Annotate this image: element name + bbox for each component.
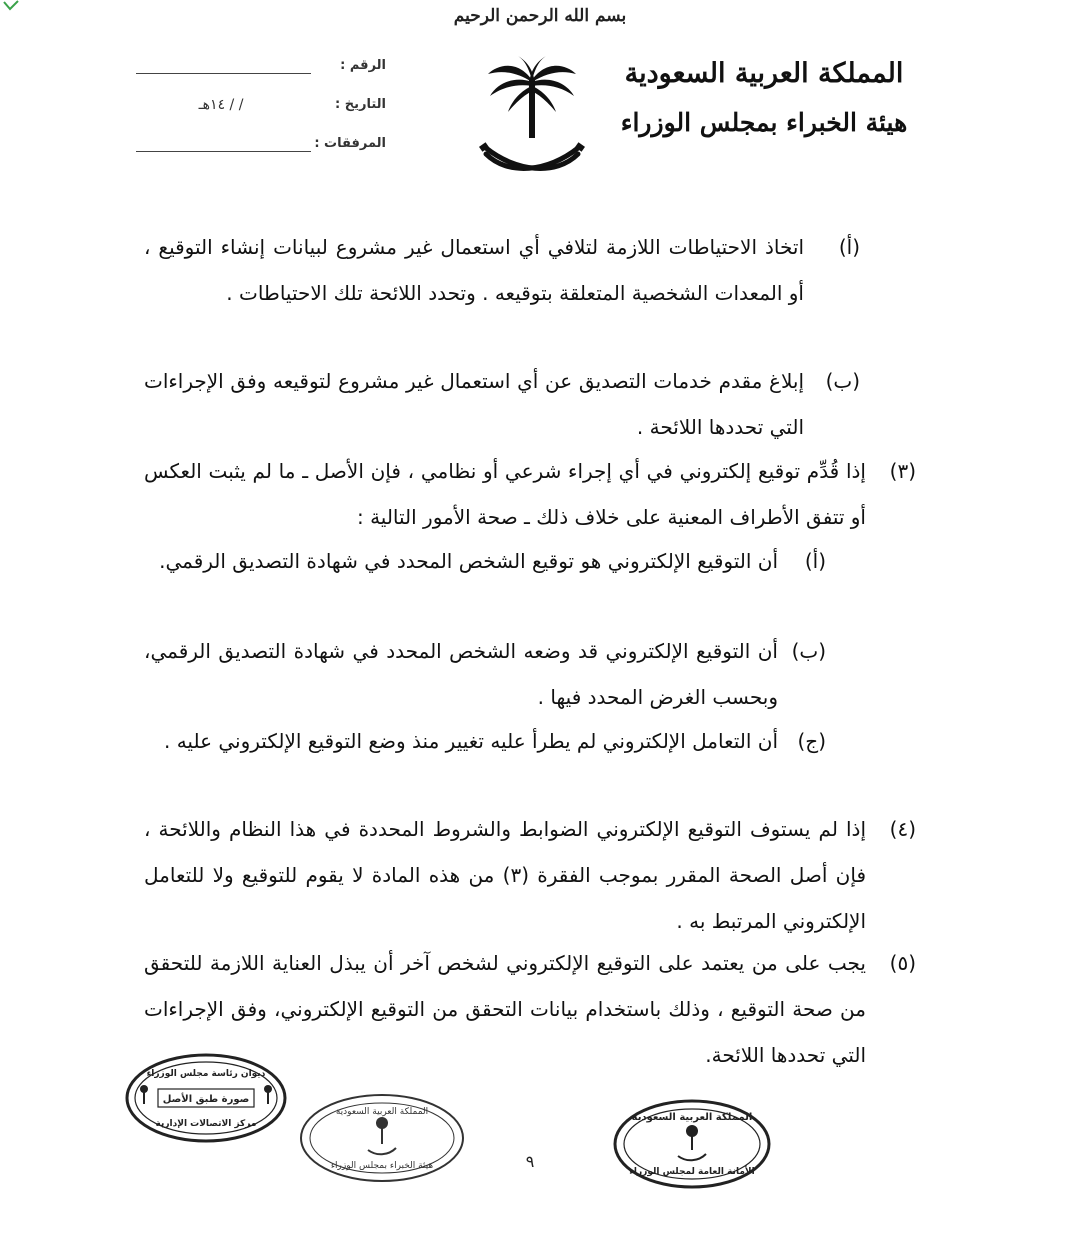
item-marker: (ج) <box>797 729 826 753</box>
stamp-general-secretariat <box>612 1098 772 1190</box>
attachments-label: المرفقات : <box>314 136 386 151</box>
stamp-center-top: المملكة العربية السعودية <box>335 1107 429 1117</box>
page-number: ٩ <box>525 1152 535 1171</box>
date-label: التاريخ : <box>335 97 386 112</box>
authority-title: هيئة الخبراء بمجلس الوزراء <box>620 108 908 137</box>
saudi-emblem-icon <box>478 56 586 180</box>
item-marker: (أ) <box>838 235 860 259</box>
stamp-left-middle: صورة طبق الأصل <box>162 1094 250 1105</box>
stamp-right-top: المملكة العربية السعودية <box>631 1112 753 1123</box>
stamp-right-bottom: الأمانة العامة لمجلس الوزراء <box>629 1167 755 1177</box>
item-marker: (ب) <box>825 369 860 393</box>
stamp-left-bottom: مركز الاتصالات الإدارية <box>155 1119 257 1129</box>
corner-mark <box>0 0 22 16</box>
item-marker: (ب) <box>791 639 826 663</box>
stamp-council-presidency <box>124 1052 288 1144</box>
item-marker: (٥) <box>889 951 916 975</box>
item-marker: (أ) <box>804 549 826 573</box>
ref-number-row <box>136 58 386 80</box>
item-text: يجب على من يعتمد على التوقيع الإلكتروني لشخص آخر أن يبذل العناية اللازمة للتحقق من صحة التوقيع ، وذلك باستخدام بيانات التحقق من التوقيع الإلكتروني، وفق الإجراءات التي تحددها اللائحة. <box>144 951 866 1067</box>
ref-number-line <box>136 73 311 74</box>
item-marker: (٣) <box>889 459 916 483</box>
ref-number-label: الرقم : <box>340 58 386 73</box>
item-text: أن التعامل الإلكتروني لم يطرأ عليه تغيير منذ وضع التوقيع الإلكتروني عليه . <box>163 729 778 753</box>
stamp-experts-commission <box>298 1092 466 1184</box>
small-emblem-icon <box>368 1117 396 1154</box>
attachments-row <box>136 136 386 158</box>
attachments-line <box>136 151 311 152</box>
item-text: أن التوقيع الإلكتروني هو توقيع الشخص المحدد في شهادة التصديق الرقمي. <box>159 549 778 573</box>
stamp-center-bottom: هيئة الخبراء بمجلس الوزراء <box>330 1161 434 1171</box>
date-row <box>136 97 386 119</box>
date-format: / / ١٤هـ <box>198 97 244 113</box>
stamp-left-top: ديوان رئاسة مجلس الوزراء <box>146 1069 266 1079</box>
item-text: اتخاذ الاحتياطات اللازمة لتلافي أي استعمال غير مشروع لبيانات إنشاء التوقيع ، أو المعدات الشخصية المتعلقة بتوقيعه . وتحدد اللائحة تلك الاحتياطات . <box>144 235 804 305</box>
item-text: إذا قُدِّم توقيع إلكتروني في أي إجراء شرعي أو نظامي ، فإن الأصل ـ ما لم يثبت العكس أو تتفق الأطراف المعنية على خلاف ذلك ـ صحة الأمور التالية : <box>144 459 866 529</box>
item-text: أن التوقيع الإلكتروني قد وضعه الشخص المحدد في شهادة التصديق الرقمي، وبحسب الغرض المحدد فيها . <box>144 639 778 709</box>
item-text: إبلاغ مقدم خدمات التصديق عن أي استعمال غير مشروع لتوقيعه وفق الإجراءات التي تحددها اللائحة . <box>144 369 804 439</box>
item-text: إذا لم يستوف التوقيع الإلكتروني الضوابط والشروط المحددة في هذا النظام واللائحة ، فإن أصل الصحة المقرر بموجب الفقرة (٣) من هذه المادة لا يقوم للتوقيع ولا للتعامل الإلكتروني المرتبط به . <box>144 817 866 933</box>
country-title: المملكة العربية السعودية <box>624 58 904 89</box>
item-marker: (٤) <box>889 817 916 841</box>
basmala: بسم الله الرحمن الرحيم <box>453 6 627 26</box>
small-emblem-icon <box>678 1125 706 1160</box>
